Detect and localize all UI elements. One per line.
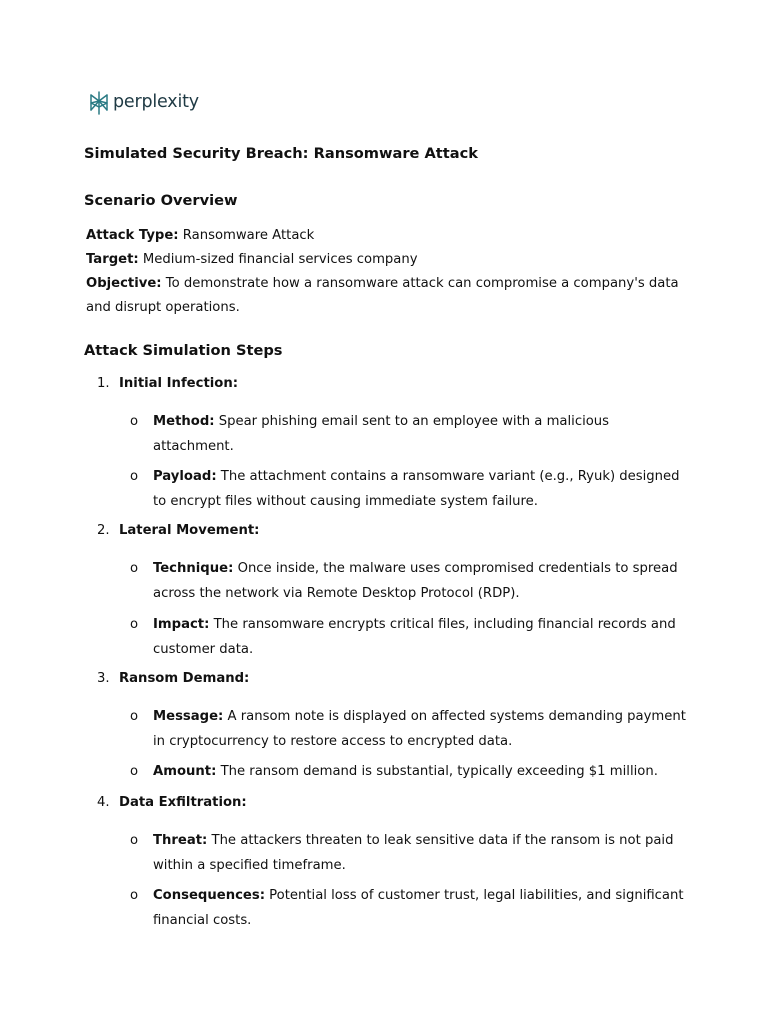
item-text: A ransom note is displayed on affected systems demanding payment in cryptocurrency to restore access to encrypted data. [153,709,686,749]
step-title: Initial Infection: [119,376,238,391]
scenario-overview-heading: Scenario Overview [84,192,238,209]
list-item [153,883,693,933]
item-label: Technique: [153,561,234,576]
step-title: Data Exfiltration: [119,795,247,810]
item-text: The attackers threaten to leak sensitive data if the ransom is not paid within a specified timeframe. [153,833,674,873]
perplexity-logo-icon [89,91,109,115]
list-item [153,556,693,606]
bullet-marker: o [130,833,139,848]
bullet-marker: o [130,764,139,779]
step-number: 1. [97,376,110,391]
list-item [153,828,693,878]
bullet-marker: o [130,888,139,903]
item-label: Impact: [153,617,210,632]
target-value: Medium-sized financial services company [142,252,418,267]
item-text: Spear phishing email sent to an employee with a malicious attachment. [153,414,610,454]
item-label: Amount: [153,764,217,779]
item-label: Method: [153,414,215,429]
attack-type-line [86,224,696,248]
bullet-marker: o [130,414,139,429]
objective-label: Objective: [86,276,162,291]
list-item [153,409,693,459]
item-text: The attachment contains a ransomware variant (e.g., Ryuk) designed to encrypt files without causing immediate system failure. [153,469,680,509]
scenario-overview [86,224,696,320]
bullet-marker: o [130,561,139,576]
list-item [153,464,693,514]
document-title: Simulated Security Breach: Ransomware Attack [84,145,478,162]
item-text: The ransomware encrypts critical files, including financial records and customer data. [153,617,676,657]
objective-line [86,272,696,320]
objective-value: To demonstrate how a ransomware attack can compromise a company's data and disrupt operations. [86,276,679,315]
step-title: Lateral Movement: [119,523,260,538]
step-title: Ransom Demand: [119,671,250,686]
bullet-marker: o [130,709,139,724]
item-text: The ransom demand is substantial, typically exceeding $1 million. [220,764,658,779]
item-label: Payload: [153,469,217,484]
step-number: 3. [97,671,110,686]
list-item [153,759,693,784]
item-text: Once inside, the malware uses compromised credentials to spread across the network via Remote Desktop Protocol (RDP). [153,561,678,601]
bullet-marker: o [130,617,139,632]
logo-wordmark: perplexity [113,92,199,112]
attack-type-label: Attack Type: [86,228,179,243]
step-number: 4. [97,795,110,810]
item-label: Message: [153,709,224,724]
attack-type-value: Ransomware Attack [182,228,315,243]
attack-steps-heading: Attack Simulation Steps [84,342,283,359]
item-text: Potential loss of customer trust, legal liabilities, and significant financial costs. [153,888,684,928]
step-number: 2. [97,523,110,538]
item-label: Threat: [153,833,208,848]
item-label: Consequences: [153,888,265,903]
target-line [86,248,696,272]
bullet-marker: o [130,469,139,484]
list-item [153,704,693,754]
target-label: Target: [86,252,139,267]
logo [89,90,199,116]
list-item [153,612,693,662]
